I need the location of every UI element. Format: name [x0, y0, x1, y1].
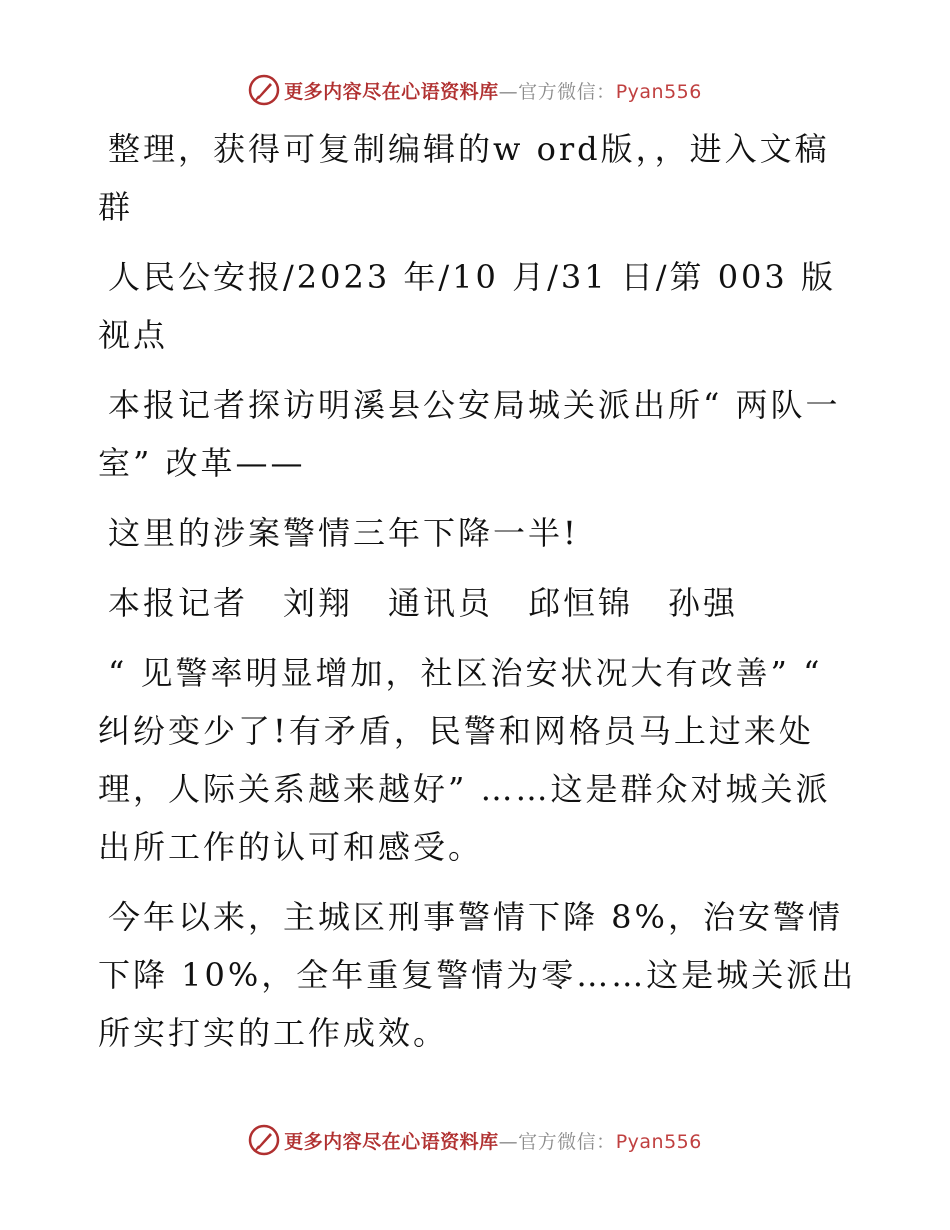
paragraph-source: 人民公安报/2023 年/10 月/31 日/第 003 版视点	[98, 258, 836, 354]
paragraph-intro: 整理，获得可复制编辑的w ord版，，进入文稿群	[98, 130, 830, 226]
paragraph-headline-lead: 本报记者探访明溪县公安局城关派出所“ 两队一室” 改革——	[98, 386, 841, 482]
watermark-wechat-id: Pyan556	[615, 1130, 702, 1153]
watermark-official: 官方微信：	[518, 1130, 616, 1153]
watermark-wechat-id: Pyan556	[615, 80, 702, 103]
watermark-dash: —	[498, 80, 519, 103]
quill-logo-icon	[248, 1124, 280, 1156]
watermark-text	[284, 1127, 702, 1154]
paragraph-byline: 本报记者 刘翔 通讯员 邱恒锦 孙强	[108, 584, 739, 622]
watermark-text	[284, 77, 702, 104]
document-body	[98, 120, 858, 1074]
watermark-main: 更多内容尽在心语资料库	[284, 1130, 499, 1153]
header-watermark	[0, 70, 950, 110]
quill-logo-icon	[248, 74, 280, 106]
watermark-dash: —	[498, 1130, 519, 1153]
watermark-main: 更多内容尽在心语资料库	[284, 80, 499, 103]
paragraph-quote: “ 见警率明显增加，社区治安状况大有改善” “ 纠纷变少了!有矛盾，民警和网格员马上过来处理，人际关系越来越好” ……这是群众对城关派出所工作的认可和感受。	[98, 654, 831, 866]
footer-watermark	[0, 1120, 950, 1160]
paragraph-results: 今年以来，主城区刑事警情下降 8%，治安警情下降 10%，全年重复警情为零……这是城关派出所实打实的工作成效。	[98, 898, 857, 1052]
watermark-official: 官方微信：	[518, 80, 616, 103]
paragraph-headline: 这里的涉案警情三年下降一半!	[108, 514, 579, 552]
